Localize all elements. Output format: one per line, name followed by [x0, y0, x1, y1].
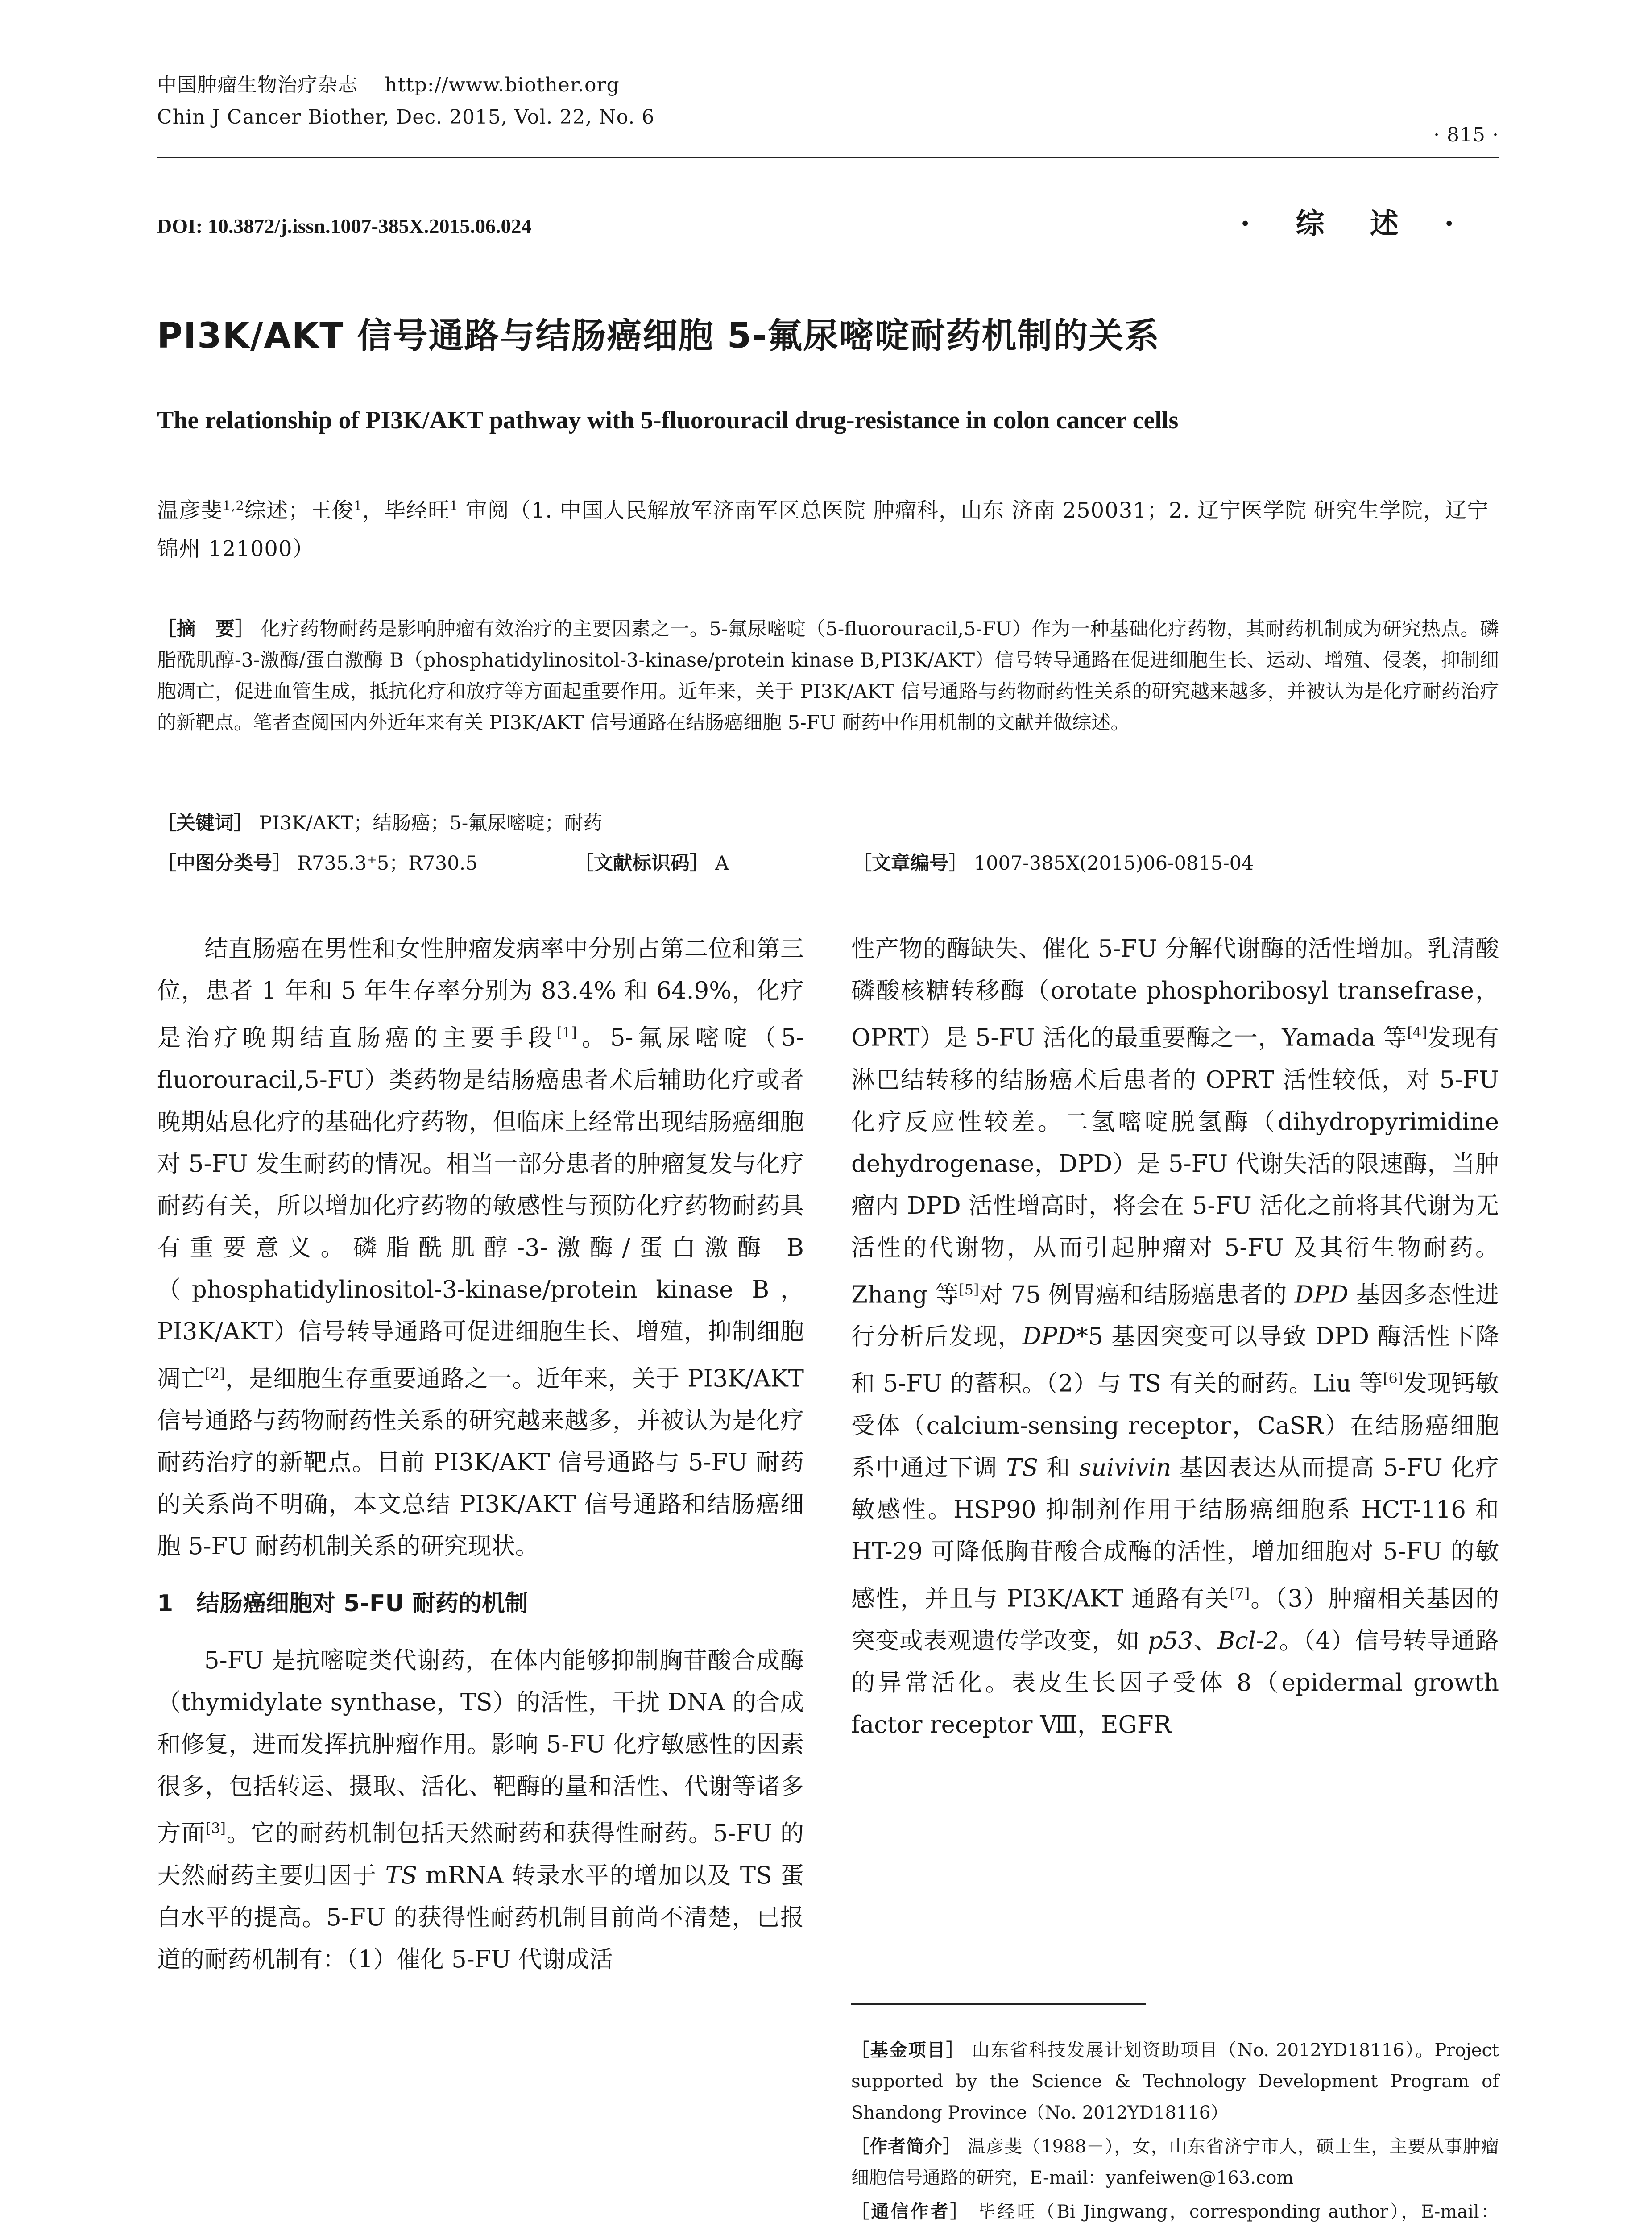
- doc-code-value: A: [715, 852, 729, 875]
- author-name: ，毕经旺: [362, 498, 450, 523]
- article-number-value: 1007-385X(2015)06-0815-04: [973, 852, 1254, 875]
- author-affil-sup: 1: [450, 498, 459, 513]
- abstract: [157, 614, 1499, 738]
- clc-label: ［中图分类号］: [157, 852, 291, 875]
- article-number-label: ［文章编号］: [853, 852, 968, 875]
- author-affil-sup: 1: [353, 498, 363, 513]
- body-left-column: [157, 928, 804, 1981]
- clc-value: R735.3⁺5；R730.5: [297, 852, 478, 875]
- page-number: · 815 ·: [1433, 124, 1499, 146]
- journal-name-cn: 中国肿瘤生物治疗杂志: [157, 74, 358, 96]
- footnote-corresponding-author: ［通信作者］ 毕经旺（Bi Jingwang，corresponding author），E-mail：: [851, 2202, 1499, 2222]
- author-line: [157, 486, 1499, 568]
- citation[interactable]: [3]: [206, 1820, 226, 1837]
- author-name: 温彦斐: [157, 498, 223, 523]
- footnote-rule: [851, 2003, 1146, 2005]
- keywords-label: ［关键词］: [157, 812, 253, 834]
- abstract-text: 化疗药物耐药是影响肿瘤有效治疗的主要因素之一。5-氟尿嘧啶（5-fluorouracil,5-FU）作为一种基础化疗药物，其耐药机制成为研究热点。磷脂酰肌醇-3-激酶/蛋白激酶 B（phosphatidylinositol-3-kinase/protein kinase B,PI3K/AKT）信号转导通路在促进细胞生长、运动、增殖、侵袭，抑制细胞凋亡，促进血管生成，抵抗化疗和放疗等方面起重要作用。近年来，关于 PI3K/AKT 信号通路与药物耐药性关系的研究越来越多，并被认为是化疗耐药治疗的新靶点。笔者查阅国内外近年来有关 PI3K/AKT 信号通路在结肠癌细胞 5-FU 耐药中作用机制的文献并做综述。: [157, 618, 1499, 734]
- citation[interactable]: [5]: [959, 1281, 979, 1298]
- body-right-column: [851, 928, 1499, 1746]
- running-header: [157, 71, 654, 131]
- doc-code-label: ［文献标识码］: [575, 852, 709, 875]
- keywords: [157, 808, 1499, 839]
- citation[interactable]: [1]: [556, 1024, 577, 1041]
- affiliation: 审阅（1. 中国人民解放军济南军区总医院 肿瘤科，山东 济南 250031；2. 辽宁医学院 研究生学院，辽宁 锦州 121000）: [157, 498, 1489, 561]
- footnote-funding: ［基金项目］ 山东省科技发展计划资助项目（No. 2012YD18116）。Project supported by the Science & Technology Development Program of Shandong Province（No. 2012YD18116）: [851, 2040, 1499, 2123]
- citation[interactable]: [6]: [1383, 1370, 1404, 1387]
- paragraph: 性产物的酶缺失、催化 5-FU 分解代谢酶的活性增加。乳清酸磷酸核糖转移酶（orotate phosphoribosyl transefrase，OPRT）是 5-FU 活化的最重要酶之一，Yamada 等[4]发现有淋巴结转移的结肠癌术后患者的 OPRT 活性较低，对 5-FU 化疗反应性较差。二氢嘧啶脱氢酶（dihydropyrimidine dehydrogenase，DPD）是 5-FU 代谢失活的限速酶，当肿瘤内 DPD 活性增高时，将会在 5-FU 活化之前将其代谢为无活性的代谢物，从而引起肿瘤对 5-FU 及其衍生物耐药。Zhang 等[5]对 75 例胃癌和结肠癌患者的 DPD 基因多态性进行分析后发现，DPD*5 基因突变可以导致 DPD 酶活性下降和 5-FU 的蓄积。（2）与 TS 有关的耐药。Liu 等[6]发现钙敏受体（calcium-sensing receptor，CaSR）在结肠癌细胞系中通过下调 TS 和 suivivin 基因表达从而提高 5-FU 化疗敏感性。HSP90 抑制剂作用于结肠癌细胞系 HCT-116 和 HT-29 可降低胸苷酸合成酶的活性，增加细胞对 5-FU 的敏感性，并且与 PI3K/AKT 通路有关[7]。（3）肿瘤相关基因的突变或表观遗传学改变，如 p53、Bcl-2。（4）信号转导通路的异常活化。表皮生长因子受体 8（epidermal growth factor receptor Ⅷ，EGFR: [851, 935, 1499, 1738]
- footnote-author-bio: ［作者简介］ 温彦斐（1988－），女，山东省济宁市人，硕士生，主要从事肿瘤细胞信号通路的研究，E-mail：yanfeiwen@163.com: [851, 2136, 1499, 2188]
- author-name: 综述；王俊: [244, 498, 354, 523]
- article-title-en: The relationship of PI3K/AKT pathway with 5-fluorouracil drug-resistance in colon cancer cells: [157, 406, 1179, 434]
- author-affil-sup: 1,2: [223, 498, 244, 513]
- paragraph: 结直肠癌在男性和女性肿瘤发病率中分别占第二位和第三位，患者 1 年和 5 年生存率分别为 83.4% 和 64.9%，化疗是治疗晚期结直肠癌的主要手段[1]。5-氟尿嘧啶（5-fluorouracil,5-FU）类药物是结肠癌患者术后辅助化疗或者晚期姑息化疗的基础化疗药物，但临床上经常出现结肠癌细胞对 5-FU 发生耐药的情况。相当一部分患者的肿瘤复发与化疗耐药有关，所以增加化疗药物的敏感性与预防化疗药物耐药具有重要意义。磷脂酰肌醇-3-激酶/蛋白激酶 B（phosphatidylinositol-3-kinase/protein kinase B，PI3K/AKT）信号转导通路可促进细胞生长、增殖，抑制细胞凋亡[2]，是细胞生存重要通路之一。近年来，关于 PI3K/AKT 信号通路与药物耐药性关系的研究越来越多，并被认为是化疗耐药治疗的新靶点。目前 PI3K/AKT 信号通路与 5-FU 耐药的关系尚不明确，本文总结 PI3K/AKT 信号通路和结肠癌细胞 5-FU 耐药机制关系的研究现状。: [157, 935, 804, 1560]
- paragraph: 5-FU 是抗嘧啶类代谢药，在体内能够抑制胸苷酸合成酶（thymidylate synthase，TS）的活性，干扰 DNA 的合成和修复，进而发挥抗肿瘤作用。影响 5-FU 化疗敏感性的因素很多，包括转运、摄取、活化、靶酶的量和活性、代谢等诸多方面[3]。它的耐药机制包括天然耐药和获得性耐药。5-FU 的天然耐药主要归因于 TS mRNA 转录水平的增加以及 TS 蛋白水平的提高。5-FU 的获得性耐药机制目前尚不清楚，已报道的耐药机制有：（1）催化 5-FU 代谢成活: [157, 1647, 804, 1973]
- journal-citation-en: Chin J Cancer Biother, Dec. 2015, Vol. 22, No. 6: [157, 106, 655, 129]
- classification-line: [157, 848, 1499, 879]
- doi: DOI: 10.3872/j.issn.1007-385X.2015.06.024: [157, 215, 532, 237]
- keywords-text: PI3K/AKT；结肠癌；5-氟尿嘧啶；耐药: [259, 812, 603, 834]
- abstract-label: ［摘 要］: [157, 618, 255, 640]
- citation[interactable]: [7]: [1230, 1585, 1250, 1602]
- citation[interactable]: [4]: [1407, 1024, 1428, 1041]
- section-heading: 1 结肠癌细胞对 5-FU 耐药的机制: [157, 1590, 528, 1617]
- footnotes: [851, 2035, 1499, 2231]
- section-tag: · 综 述 ·: [1240, 207, 1472, 241]
- header-rule: [157, 157, 1499, 158]
- citation[interactable]: [2]: [205, 1365, 225, 1382]
- article-title-cn: PI3K/AKT 信号通路与结肠癌细胞 5-氟尿嘧啶耐药机制的关系: [157, 316, 1160, 356]
- journal-website[interactable]: http://www.biother.org: [384, 74, 620, 96]
